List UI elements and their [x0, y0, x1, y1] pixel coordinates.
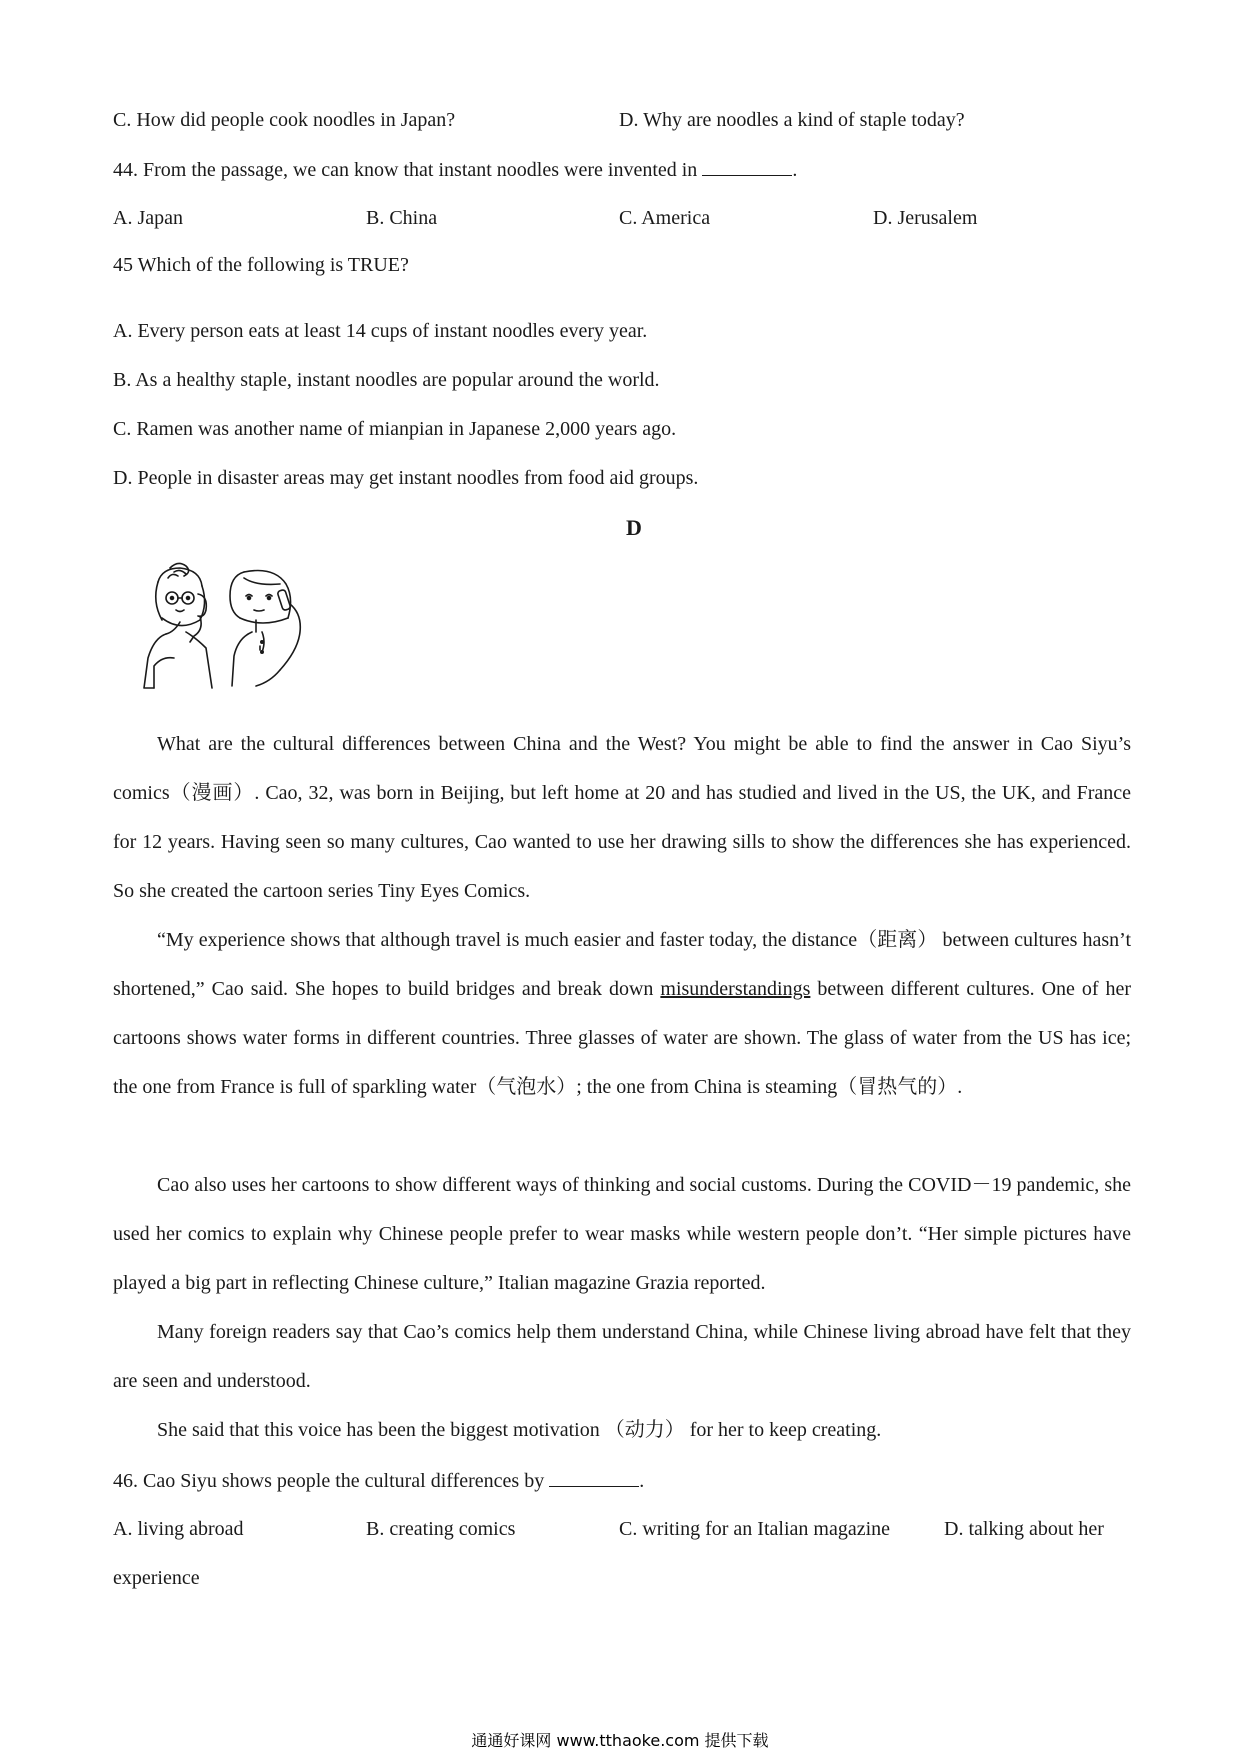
q43-option-c: C. How did people cook noodles in Japan? — [113, 109, 456, 131]
passage-paragraph-5: She said that this voice has been the biggest motivation （动力） for her to keep creating. — [157, 1419, 882, 1441]
q44-option-b: B. China — [366, 207, 438, 229]
q46-option-d: D. talking about her — [944, 1518, 1104, 1540]
q44-option-c: C. America — [619, 207, 711, 229]
passage-paragraph-3: Cao also uses her cartoons to show different ways of thinking and social customs. During the COVID－19 pandemic, she used her comics to explain why Chinese people prefer to wear masks while western people don’t. “Her simple pictures have played a big part in reflecting Chinese culture,” Italian magazine Grazia reported. — [113, 1174, 1131, 1294]
page-footer: 通通好课网 www.tthaoke.com 提供下载 — [471, 1731, 769, 1750]
underlined-word: misunderstandings — [660, 978, 811, 1000]
q46-stem-text: 46. Cao Siyu shows people the cultural differences by — [113, 1470, 545, 1492]
q45-option-b: B. As a healthy staple, instant noodles are popular around the world. — [113, 369, 660, 391]
q45-option-a: A. Every person eats at least 14 cups of instant noodles every year. — [113, 320, 648, 342]
answer-blank — [549, 1468, 639, 1487]
q43-option-d: D. Why are noodles a kind of staple today? — [619, 109, 965, 131]
q46-stem — [113, 1468, 644, 1493]
q46-option-c: C. writing for an Italian magazine — [619, 1518, 891, 1540]
q44-option-a: A. Japan — [113, 207, 183, 229]
q46-stem-end: . — [639, 1470, 645, 1492]
q46-option-d-continued: experience — [113, 1567, 200, 1589]
q45-option-d: D. People in disaster areas may get instant noodles from food aid groups. — [113, 467, 699, 489]
q44-option-d: D. Jerusalem — [873, 207, 978, 229]
answer-blank — [702, 157, 792, 176]
section-title: D — [626, 515, 642, 540]
passage-paragraph-2 — [113, 916, 1131, 1112]
paragraph-2-part-1: “My experience shows that although travel is much easier and faster today, the distance（距离） between cultures hasn’t shortened,” Cao said. She hopes to build bridges and break down — [113, 929, 1131, 1000]
q44-stem-end: . — [792, 159, 798, 181]
q44-stem-text: 44. From the passage, we can know that instant noodles were invented in — [113, 159, 698, 181]
passage-paragraph-1: What are the cultural differences between China and the West? You might be able to find the answer in Cao Siyu’s comics（漫画）. Cao, 32, was born in Beijing, but left home at 20 and has studied and lived in the US, the UK, and France for 12 years. Having seen so many cultures, Cao wanted to use her drawing sills to show the differences she has experienced. So she created the cartoon series Tiny Eyes Comics. — [113, 733, 1131, 902]
q45-option-c: C. Ramen was another name of mianpian in Japanese 2,000 years ago. — [113, 418, 677, 440]
passage-paragraph-4: Many foreign readers say that Cao’s comics help them understand China, while Chinese living abroad have felt that they are seen and understood. — [113, 1321, 1131, 1392]
q46-option-a: A. living abroad — [113, 1518, 244, 1540]
q44-stem — [113, 157, 797, 182]
q46-option-b: B. creating comics — [366, 1518, 516, 1540]
paragraph-2-part-2: between different cultures. One of her cartoons shows water forms in different countries. Three glasses of water are shown. The glass of water from the US has ice; the one from France is full of sparkling water（气泡水）; the one from China is steaming（冒热气的）. — [113, 978, 1131, 1098]
q45-stem: 45 Which of the following is TRUE? — [113, 254, 409, 276]
comic-illustration — [140, 560, 320, 695]
